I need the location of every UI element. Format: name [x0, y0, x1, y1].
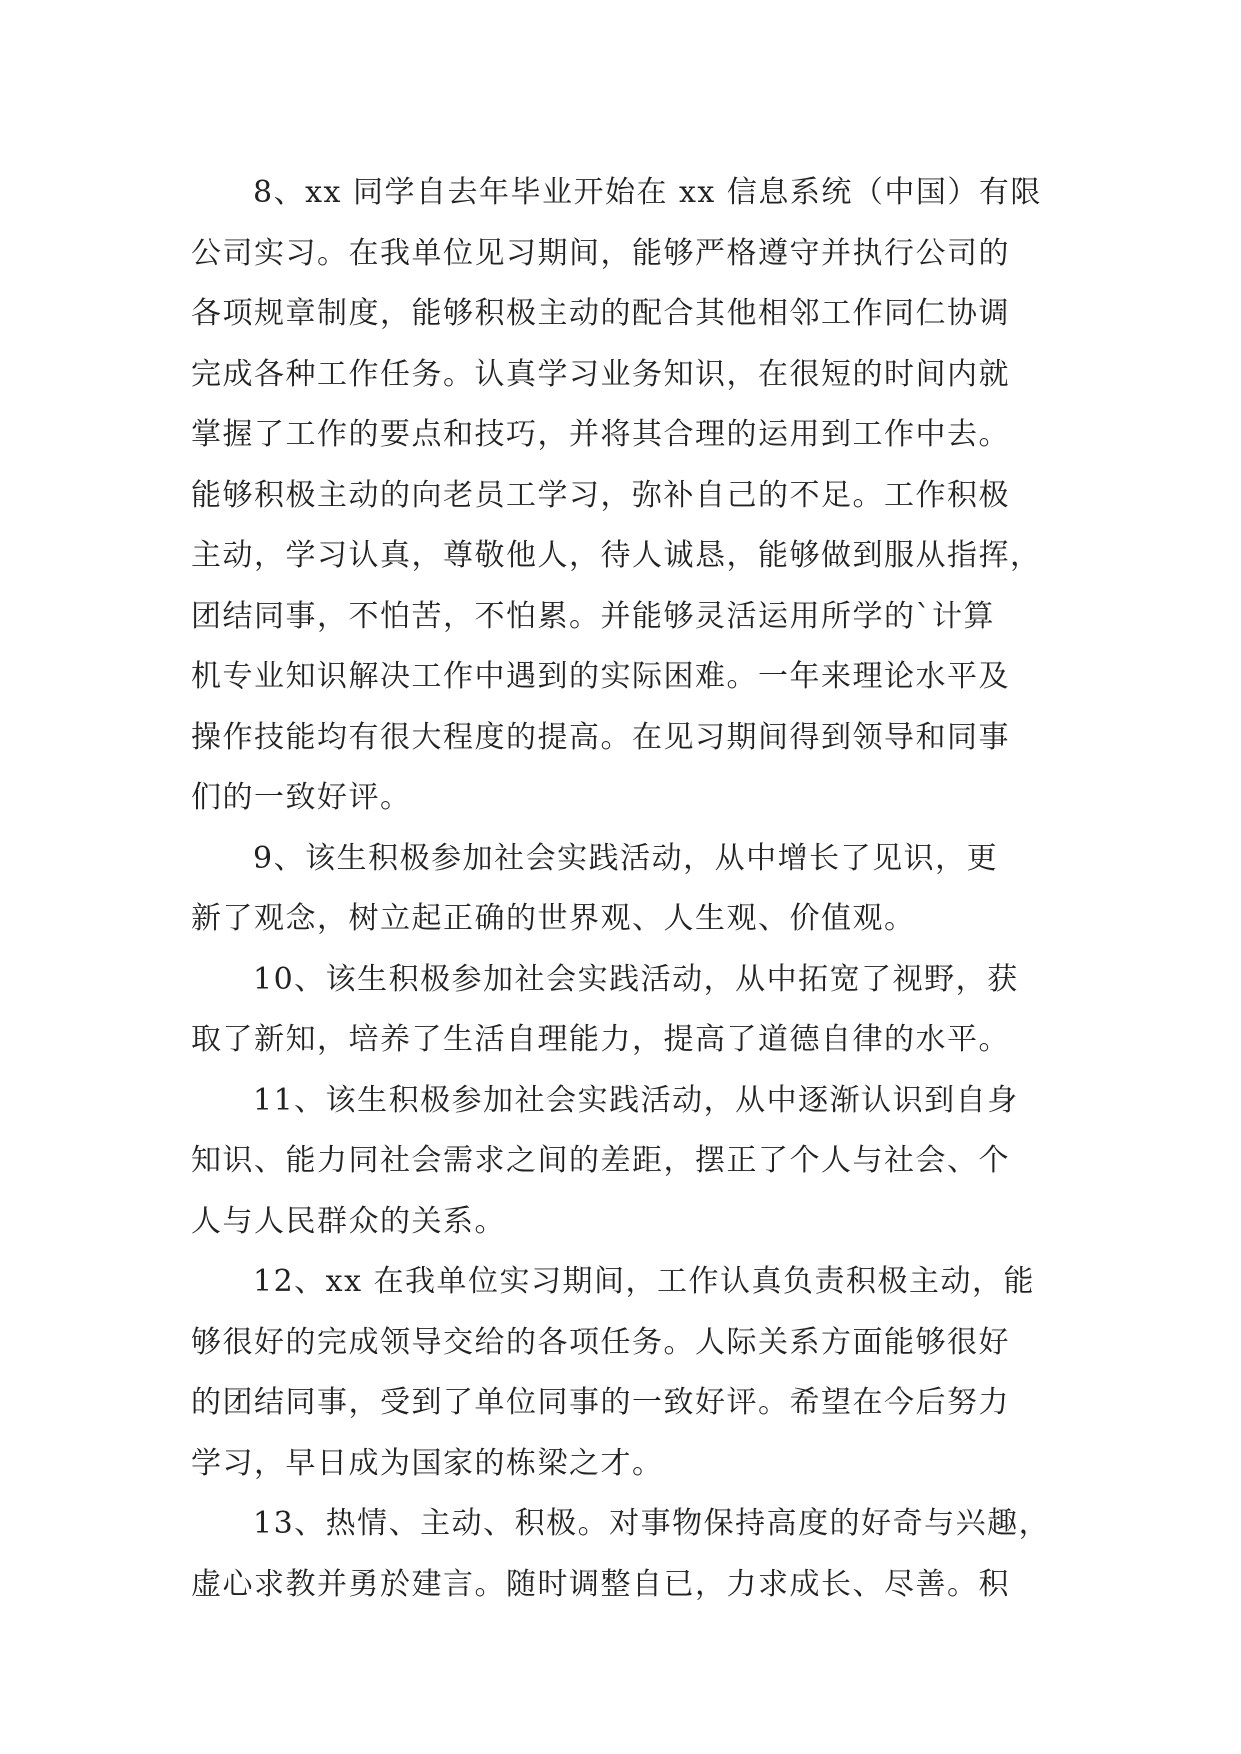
text-line: 的团结同事，受到了单位同事的一致好评。希望在今后努力	[191, 1385, 1010, 1420]
text-line: 团结同事，不怕苦，不怕累。并能够灵活运用所学的`计算	[191, 598, 995, 634]
text-line: 新了观念，树立起正确的世界观、人生观、价值观。	[191, 901, 916, 936]
paragraph-10	[191, 950, 1051, 1071]
text-line: 们的一致好评。	[191, 780, 412, 815]
text-line: 操作技能均有很大程度的提高。在见习期间得到领导和同事	[191, 719, 1010, 755]
text-line: 掌握了工作的要点和技巧，并将其合理的运用到工作中去。	[191, 417, 1010, 452]
text-line: 10、该生积极参加社会实践活动，从中拓宽了视野，获	[253, 961, 1019, 997]
paragraph-13	[191, 1494, 1051, 1615]
text-line: 学习，早日成为国家的栋梁之才。	[191, 1445, 664, 1481]
text-line: 各项规章制度，能够积极主动的配合其他相邻工作同仁协调	[191, 296, 1010, 331]
document-body	[191, 163, 1051, 1615]
text-line: 公司实习。在我单位见习期间，能够严格遵守并执行公司的	[191, 235, 1010, 271]
paragraph-9	[191, 829, 1051, 950]
text-line: 11、该生积极参加社会实践活动，从中逐渐认识到自身	[253, 1082, 1019, 1118]
text-line: 机专业知识解决工作中遇到的实际困难。一年来理论水平及	[191, 659, 1010, 694]
text-line: 知识、能力同社会需求之间的差距，摆正了个人与社会、个	[191, 1143, 1010, 1178]
text-line: 能够积极主动的向老员工学习，弥补自己的不足。工作积极	[191, 477, 1010, 513]
text-line: 取了新知，培养了生活自理能力，提高了道德自律的水平。	[191, 1022, 1010, 1057]
paragraph-12	[191, 1252, 1051, 1494]
text-line: 够很好的完成领导交给的各项任务。人际关系方面能够很好	[191, 1324, 1010, 1360]
text-line: 12、xx 在我单位实习期间，工作认真负责积极主动，能	[253, 1264, 1036, 1299]
text-line: 13、热情、主动、积极。对事物保持高度的好奇与兴趣，	[253, 1506, 1051, 1541]
text-line: 主动，学习认真，尊敬他人，待人诚恳，能够做到服从指挥，	[191, 538, 1042, 573]
text-line: 8、xx 同学自去年毕业开始在 xx 信息系统（中国）有限	[253, 175, 1042, 210]
text-line: 虚心求教并勇於建言。随时调整自已，力求成长、尽善。积	[191, 1566, 1010, 1602]
paragraph-11	[191, 1071, 1051, 1253]
text-line: 9、该生积极参加社会实践活动，从中增长了见识，更	[253, 840, 999, 876]
text-line: 人与人民群众的关系。	[191, 1203, 506, 1239]
text-line: 完成各种工作任务。认真学习业务知识，在很短的时间内就	[191, 356, 1010, 392]
paragraph-8	[191, 163, 1051, 829]
